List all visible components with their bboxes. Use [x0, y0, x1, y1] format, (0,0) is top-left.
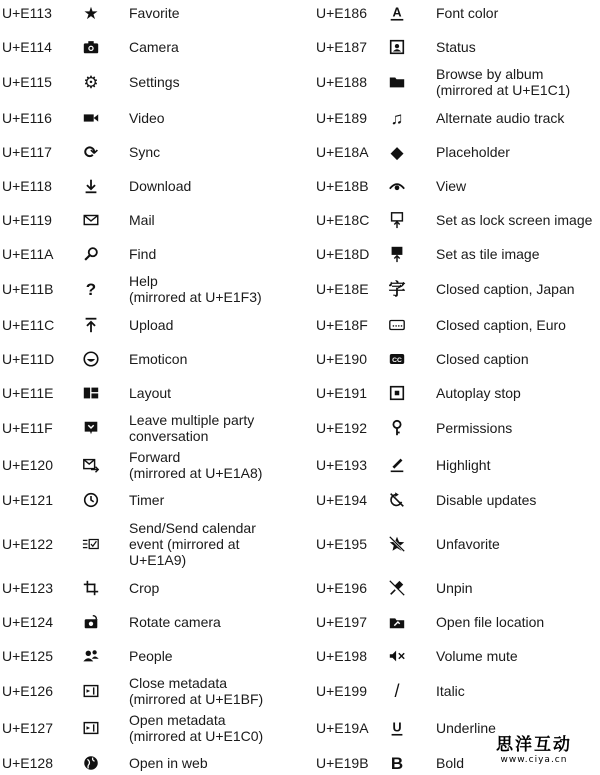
- unicode-code: U+E195: [316, 536, 367, 552]
- unicode-code: U+E115: [2, 74, 52, 90]
- glyph-row-ue114: [0, 32, 300, 62]
- glyph-row-ue116: [0, 103, 300, 133]
- watermark-url: www.ciya.cn: [500, 755, 568, 765]
- unicode-code: U+E127: [2, 720, 53, 736]
- glyph-description: Emoticon: [129, 351, 188, 367]
- svg-text:U: U: [392, 720, 402, 735]
- glyph-description: Open file location: [436, 614, 545, 630]
- unicode-code: U+E118: [2, 178, 52, 194]
- unicode-code: U+E18E: [316, 281, 369, 297]
- glyph-description: Set as lock screen image: [436, 212, 593, 228]
- glyph-description: Help (mirrored at U+E1F3): [129, 273, 262, 305]
- glyph-description: Open metadata (mirrored at U+E1C0): [129, 712, 264, 744]
- glyph-row-ue192: [310, 410, 600, 446]
- glyph-description: Highlight: [436, 457, 491, 473]
- glyph-description: Leave multiple party conversation: [129, 412, 255, 444]
- glyph-description: Browse by album (mirrored at U+E1C1): [436, 66, 571, 98]
- disable-updates-icon: [386, 489, 408, 511]
- placeholder-icon: ◆: [390, 142, 404, 162]
- tile-image-icon: [386, 243, 408, 265]
- cc-icon: [386, 348, 408, 370]
- unicode-code: U+E128: [2, 755, 53, 771]
- unicode-code: U+E189: [316, 110, 367, 126]
- unicode-code: U+E186: [316, 5, 367, 21]
- glyph-description: Closed caption, Euro: [436, 317, 566, 333]
- glyph-description: Download: [129, 178, 192, 194]
- watermark: [496, 735, 572, 765]
- unicode-code: U+E18D: [316, 246, 370, 262]
- glyph-row-ue18b: [310, 171, 600, 201]
- unicode-code: U+E122: [2, 536, 53, 552]
- bold-icon: B: [390, 753, 404, 773]
- glyph-description: Unfavorite: [436, 536, 500, 552]
- glyph-row-ue11a: [0, 239, 300, 269]
- glyph-row-ue191: [310, 378, 600, 408]
- glyph-row-ue18c: [310, 205, 600, 235]
- glyph-row-ue197: [310, 607, 600, 637]
- find-icon: [80, 243, 102, 265]
- glyph-description: Underline: [436, 720, 496, 736]
- glyph-description: Font color: [436, 5, 499, 21]
- upload-icon: [80, 314, 102, 336]
- unicode-code: U+E114: [2, 39, 52, 55]
- open-metadata-icon: [80, 717, 102, 739]
- unicode-code: U+E123: [2, 580, 53, 596]
- camera-icon: [80, 36, 102, 58]
- glyph-row-ue11b: [0, 271, 300, 307]
- highlight-icon: [386, 454, 408, 476]
- font-color-icon: [386, 2, 408, 24]
- glyph-description: Find: [129, 246, 157, 262]
- glyph-row-ue126: [0, 673, 300, 709]
- glyph-description: Settings: [129, 74, 180, 90]
- glyph-row-ue122: [0, 518, 300, 570]
- glyph-row-ue195: [310, 518, 600, 570]
- timer-icon: [80, 489, 102, 511]
- lock-screen-icon: [386, 209, 408, 231]
- close-metadata-icon: [80, 680, 102, 702]
- video-icon: [80, 107, 102, 129]
- glyph-row-ue190: [310, 344, 600, 374]
- glyph-description: Unpin: [436, 580, 473, 596]
- glyph-row-ue11c: [0, 310, 300, 340]
- glyph-row-ue128: [0, 751, 300, 775]
- glyph-description: Rotate camera: [129, 614, 221, 630]
- svg-text:A: A: [392, 5, 402, 20]
- glyph-description: Sync: [129, 144, 161, 160]
- glyph-row-ue186: [310, 0, 600, 28]
- glyph-description: Set as tile image: [436, 246, 540, 262]
- permissions-icon: [386, 417, 408, 439]
- glyph-description: People: [129, 648, 173, 664]
- glyph-row-ue18e: [310, 271, 600, 307]
- unicode-code: U+E196: [316, 580, 367, 596]
- unicode-code: U+E197: [316, 614, 367, 630]
- unicode-code: U+E121: [2, 492, 53, 508]
- glyph-row-ue18d: [310, 239, 600, 269]
- unicode-code: U+E18B: [316, 178, 369, 194]
- glyph-description: Status: [436, 39, 476, 55]
- glyph-description: Mail: [129, 212, 155, 228]
- watermark-main: 思洋互动: [496, 735, 572, 755]
- glyph-row-ue124: [0, 607, 300, 637]
- forward-icon: [80, 454, 102, 476]
- glyph-description: Send/Send calendar event (mirrored at U+E1A9): [129, 520, 256, 568]
- emoticon-icon: [80, 348, 102, 370]
- help-icon: ?: [85, 279, 97, 299]
- glyph-row-ue188: [310, 65, 600, 99]
- glyph-description: Layout: [129, 385, 172, 401]
- glyph-row-ue198: [310, 641, 600, 671]
- glyph-description: View: [436, 178, 467, 194]
- autoplay-stop-icon: [386, 382, 408, 404]
- settings-icon: ⚙: [83, 72, 99, 92]
- download-icon: [80, 175, 102, 197]
- glyph-row-ue199: [310, 673, 600, 709]
- unicode-code: U+E194: [316, 492, 367, 508]
- svg-text:CC: CC: [392, 356, 402, 364]
- glyph-row-ue194: [310, 485, 600, 515]
- glyph-description: Forward (mirrored at U+E1A8): [129, 449, 263, 481]
- volume-mute-icon: [386, 645, 408, 667]
- unicode-code: U+E18A: [316, 144, 369, 160]
- glyph-description: Disable updates: [436, 492, 537, 508]
- unicode-code: U+E191: [316, 385, 367, 401]
- glyph-description: Closed caption, Japan: [436, 281, 575, 297]
- glyph-row-ue123: [0, 573, 300, 603]
- italic-icon: /: [394, 681, 400, 701]
- send-calendar-icon: [80, 533, 102, 555]
- unicode-code: U+E18F: [316, 317, 368, 333]
- unicode-code: U+E199: [316, 683, 367, 699]
- glyph-description: Upload: [129, 317, 174, 333]
- unicode-code: U+E116: [2, 110, 52, 126]
- unicode-code: U+E190: [316, 351, 367, 367]
- unicode-code: U+E11F: [2, 420, 53, 436]
- glyph-row-ue117: [0, 137, 300, 167]
- glyph-description: Closed caption: [436, 351, 529, 367]
- unicode-code: U+E11D: [2, 351, 55, 367]
- glyph-description: Timer: [129, 492, 165, 508]
- unicode-code: U+E125: [2, 648, 53, 664]
- glyph-description: Volume mute: [436, 648, 518, 664]
- glyph-description: Crop: [129, 580, 160, 596]
- layout-icon: [80, 382, 102, 404]
- glyph-row-ue127: [0, 710, 300, 746]
- audio-track-icon: ♫: [390, 108, 404, 128]
- glyph-description: Italic: [436, 683, 465, 699]
- browse-album-icon: [386, 71, 408, 93]
- glyph-description: Favorite: [129, 5, 180, 21]
- favorite-icon: ★: [83, 3, 99, 23]
- glyph-row-ue119: [0, 205, 300, 235]
- glyph-row-ue11e: [0, 378, 300, 408]
- glyph-description: Close metadata (mirrored at U+E1BF): [129, 675, 264, 707]
- view-icon: [386, 175, 408, 197]
- glyph-row-ue120: [0, 447, 300, 483]
- leave-party-icon: [80, 417, 102, 439]
- glyph-row-ue115: [0, 65, 300, 99]
- glyph-row-ue11d: [0, 344, 300, 374]
- glyph-description: Bold: [436, 755, 465, 771]
- unicode-code: U+E126: [2, 683, 53, 699]
- unicode-code: U+E120: [2, 457, 53, 473]
- glyph-description: Alternate audio track: [436, 110, 565, 126]
- unicode-code: U+E198: [316, 648, 367, 664]
- glyph-description: Camera: [129, 39, 179, 55]
- glyph-row-ue11f: [0, 410, 300, 446]
- unicode-code: U+E18C: [316, 212, 370, 228]
- cc-japan-icon: 字: [388, 279, 406, 299]
- glyph-description: Autoplay stop: [436, 385, 521, 401]
- status-icon: [386, 36, 408, 58]
- unicode-code: U+E11A: [2, 246, 54, 262]
- unicode-code: U+E192: [316, 420, 367, 436]
- unicode-code: U+E188: [316, 74, 367, 90]
- people-icon: [80, 645, 102, 667]
- glyph-row-ue113: [0, 0, 300, 28]
- glyph-row-ue187: [310, 32, 600, 62]
- glyph-row-ue125: [0, 641, 300, 671]
- crop-icon: [80, 577, 102, 599]
- globe-icon: [80, 752, 102, 774]
- cc-euro-icon: [386, 314, 408, 336]
- glyph-description: Placeholder: [436, 144, 510, 160]
- unicode-code: U+E19A: [316, 720, 369, 736]
- unfavorite-icon: [386, 533, 408, 555]
- unicode-code: U+E193: [316, 457, 367, 473]
- glyph-row-ue18a: [310, 137, 600, 167]
- sync-icon: ⟳: [83, 142, 99, 162]
- unicode-code: U+E11B: [2, 281, 54, 297]
- unpin-icon: [386, 577, 408, 599]
- glyph-row-ue196: [310, 573, 600, 603]
- glyph-row-ue18f: [310, 310, 600, 340]
- unicode-code: U+E19B: [316, 755, 369, 771]
- glyph-row-ue121: [0, 485, 300, 515]
- glyph-row-ue193: [310, 447, 600, 483]
- open-file-location-icon: [386, 611, 408, 633]
- unicode-code: U+E119: [2, 212, 52, 228]
- unicode-code: U+E11C: [2, 317, 55, 333]
- mail-icon: [80, 209, 102, 231]
- unicode-code: U+E117: [2, 144, 52, 160]
- underline-icon: [386, 717, 408, 739]
- glyph-description: Video: [129, 110, 165, 126]
- glyph-description: Open in web: [129, 755, 208, 771]
- unicode-code: U+E11E: [2, 385, 54, 401]
- rotate-camera-icon: [80, 611, 102, 633]
- glyph-row-ue189: [310, 103, 600, 133]
- unicode-code: U+E187: [316, 39, 367, 55]
- glyph-row-ue118: [0, 171, 300, 201]
- unicode-code: U+E124: [2, 614, 53, 630]
- unicode-code: U+E113: [2, 5, 52, 21]
- glyph-description: Permissions: [436, 420, 513, 436]
